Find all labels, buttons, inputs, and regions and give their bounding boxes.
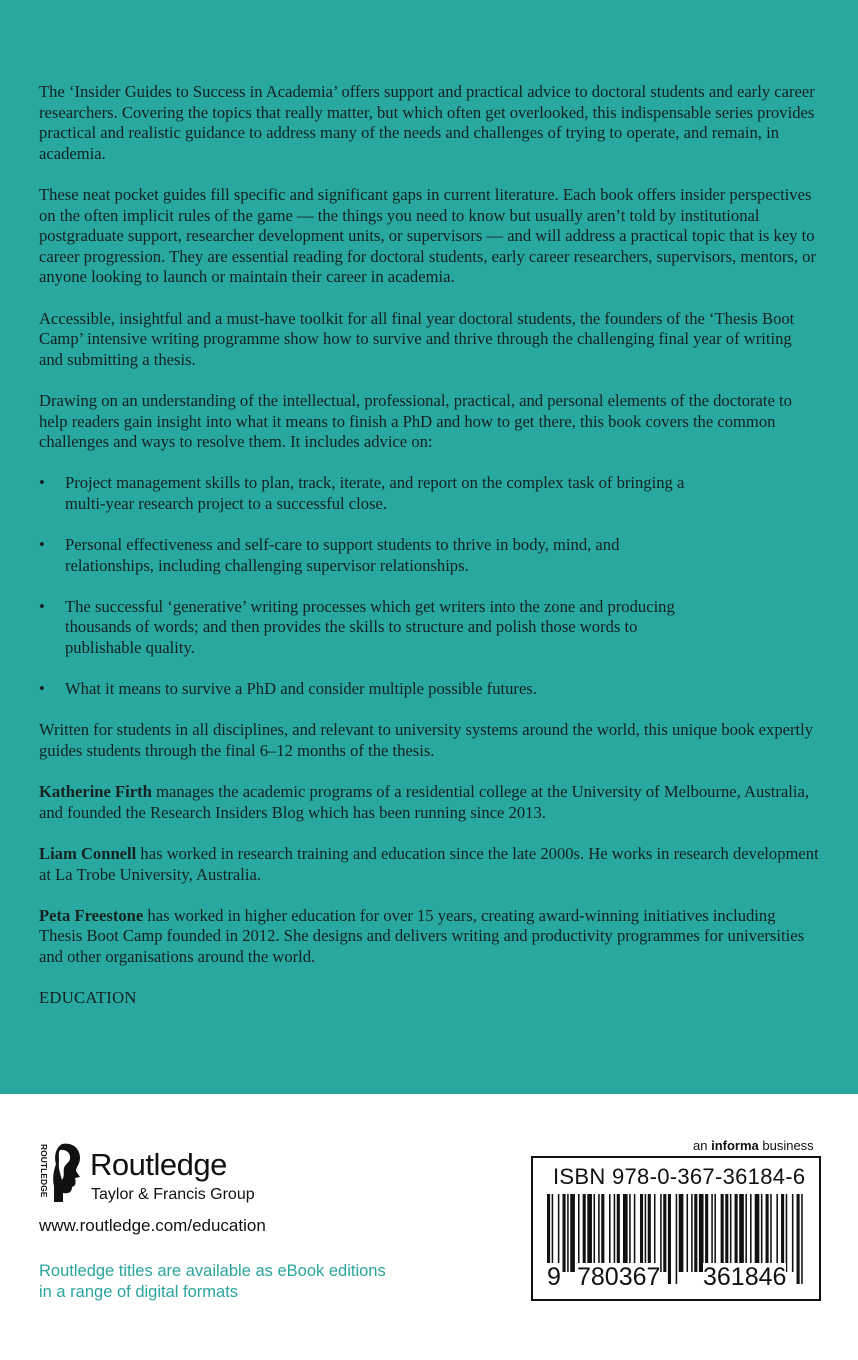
barcode-bar <box>705 1194 708 1272</box>
barcode-bar <box>691 1194 693 1272</box>
barcode-bar <box>660 1194 662 1272</box>
advice-item-text: Project management skills to plan, track, iterate, and report on the complex task of bringing a multi-year research project to a successful close. <box>65 473 685 513</box>
author-bio <box>39 906 819 968</box>
barcode-bar <box>735 1194 738 1272</box>
barcode-bar <box>558 1194 560 1272</box>
barcode-bar <box>563 1194 566 1272</box>
barcode-bar <box>714 1194 716 1272</box>
author-bio <box>39 844 819 885</box>
intro-paragraph-3: Accessible, insightful and a must-have toolkit for all final year doctoral students, the founders of the ‘Thesis Boot Camp’ intensive writing programme show how to survive and thrive through the challenging final year of writing and submitting a thesis. <box>39 308 795 369</box>
bullet-icon: • <box>39 473 45 493</box>
isbn-label: ISBN 978-0-367-36184-6 <box>553 1164 806 1189</box>
barcode-bar <box>609 1194 611 1272</box>
routledge-head-icon <box>38 1140 84 1206</box>
advice-item-text: The successful ‘generative’ writing processes which get writers into the zone and producing thousands of words; and then provides the skills to structure and polish those words to publishable quality. <box>65 596 675 658</box>
barcode-bar <box>739 1194 744 1272</box>
barcode-bar <box>601 1194 604 1272</box>
publisher-url[interactable]: www.routledge.com/education <box>39 1216 266 1235</box>
advice-item-text: Personal effectiveness and self-care to support students to thrive in body, mind, and relationships, including challenging supervisor relationships. <box>65 535 620 575</box>
bullet-icon: • <box>39 596 45 616</box>
barcode-bar <box>792 1194 794 1272</box>
barcode-bar <box>640 1194 643 1272</box>
barcode-bar <box>634 1194 636 1272</box>
barcode-bar <box>781 1194 784 1272</box>
author-name: Liam Connell <box>39 843 137 863</box>
isbn-barcode <box>531 1156 821 1301</box>
informa-prefix: an <box>693 1138 712 1153</box>
barcode-bar <box>730 1194 732 1272</box>
barcode-bar <box>567 1194 569 1272</box>
advice-item <box>39 535 705 576</box>
barcode-bar <box>617 1194 620 1272</box>
advice-item <box>39 679 705 700</box>
barcode-bar <box>570 1194 575 1272</box>
barcode-bar <box>594 1194 596 1272</box>
ebook-notice-line: Routledge titles are available as eBook editions <box>39 1262 386 1280</box>
barcode-bar <box>766 1194 769 1272</box>
barcode-digit-group: 780367 <box>577 1263 661 1291</box>
barcode-bar <box>699 1194 704 1272</box>
informa-suffix: business <box>758 1138 814 1153</box>
publisher-name: Routledge <box>90 1147 227 1182</box>
barcode-bar <box>725 1194 728 1272</box>
closing-paragraph: Written for students in all disciplines, and relevant to university systems around the world, this unique book expertly guides students through the final 6–12 months of the thesis. <box>39 720 814 760</box>
barcode-bar <box>583 1194 586 1272</box>
ebook-notice <box>39 1261 386 1303</box>
routledge-logo <box>38 1140 278 1210</box>
ebook-notice-line: in a range of digital formats <box>39 1283 239 1301</box>
bullet-icon: • <box>39 679 45 699</box>
publisher-group: Taylor & Francis Group <box>91 1186 255 1203</box>
barcode-bar <box>587 1194 592 1272</box>
intro-paragraph-1: The ‘Insider Guides to Success in Academia’ offers support and practical advice to doctoral students and early career researchers. Covering the topics that really matter, but which often get overlooked, this indispensable series provides practical and realistic guidance to address many of the needs and challenges of trying to operate, and remain, in academia. <box>39 82 815 163</box>
barcode-bar <box>614 1194 616 1272</box>
barcode-bar <box>694 1194 697 1272</box>
author-bio-text: has worked in higher education for over 15 years, creating award-winning initiatives including Thesis Boot Camp founded in 2012. She designs and delivers writing and productivity programmes for universities and other organisations around the world. <box>39 905 805 966</box>
subject-category: EDUCATION <box>39 988 137 1008</box>
barcode-bar <box>663 1194 666 1272</box>
advice-list <box>39 473 819 700</box>
barcode-bar <box>679 1194 684 1272</box>
barcode-bar <box>721 1194 724 1272</box>
blurb <box>39 82 819 1029</box>
barcode-bar <box>711 1194 713 1272</box>
barcode-bar <box>687 1194 689 1272</box>
author-name: Peta Freestone <box>39 905 144 925</box>
barcode-bar <box>598 1194 600 1272</box>
informa-business-label <box>693 1138 814 1153</box>
advice-item <box>39 473 705 514</box>
bullet-icon: • <box>39 535 45 555</box>
barcode-bar <box>623 1194 628 1272</box>
barcode-bar <box>578 1194 580 1272</box>
advice-item-text: What it means to survive a PhD and consider multiple possible futures. <box>65 679 537 699</box>
barcode-bar <box>786 1194 788 1272</box>
author-bio <box>39 782 819 823</box>
barcode-bar <box>645 1194 647 1272</box>
barcode-bar <box>654 1194 656 1272</box>
author-bio-text: manages the academic programs of a residential college at the University of Melbourne, Australia, and founded the Research Insiders Blog which has been running since 2013. <box>39 782 809 822</box>
barcode-digit-group: 361846 <box>703 1263 787 1291</box>
barcode-digits <box>533 1263 819 1293</box>
barcode-bar <box>761 1194 763 1272</box>
logo-vertical-text: ROUTLEDGE <box>39 1144 49 1198</box>
intro-paragraph-2: These neat pocket guides fill specific and significant gaps in current literature. Each book offers insider perspectives on the often implicit rules of the game — the things you need to know but usually aren’t told by institutional postgraduate support, researcher development units, or supervisors — and will address a practical topic that is key to career progression. They are essential reading for doctoral students, early career researchers, supervisors, mentors, or anyone looking to launch or maintain their career in academia. <box>39 184 816 287</box>
barcode-bar <box>776 1194 778 1272</box>
barcode-bar <box>770 1194 772 1272</box>
advice-item <box>39 597 705 659</box>
barcode-bar <box>648 1194 651 1272</box>
barcode-bar <box>750 1194 752 1272</box>
informa-brand: informa <box>711 1138 759 1153</box>
barcode-bar <box>629 1194 631 1272</box>
intro-paragraph-4: Drawing on an understanding of the intellectual, professional, practical, and personal elements of the doctorate to help readers gain insight into what it means to finish a PhD and how to get there, this book covers the common challenges and ways to resolve them. It includes advice on: <box>39 390 792 452</box>
barcode-bar <box>755 1194 760 1272</box>
barcode-bar <box>745 1194 747 1272</box>
publisher-strip <box>0 1094 858 1360</box>
author-name: Katherine Firth <box>39 782 152 802</box>
author-bio-text: has worked in research training and education since the late 2000s. He works in research development at La Trobe University, Australia. <box>39 843 819 884</box>
barcode-digit-first: 9 <box>547 1263 561 1291</box>
